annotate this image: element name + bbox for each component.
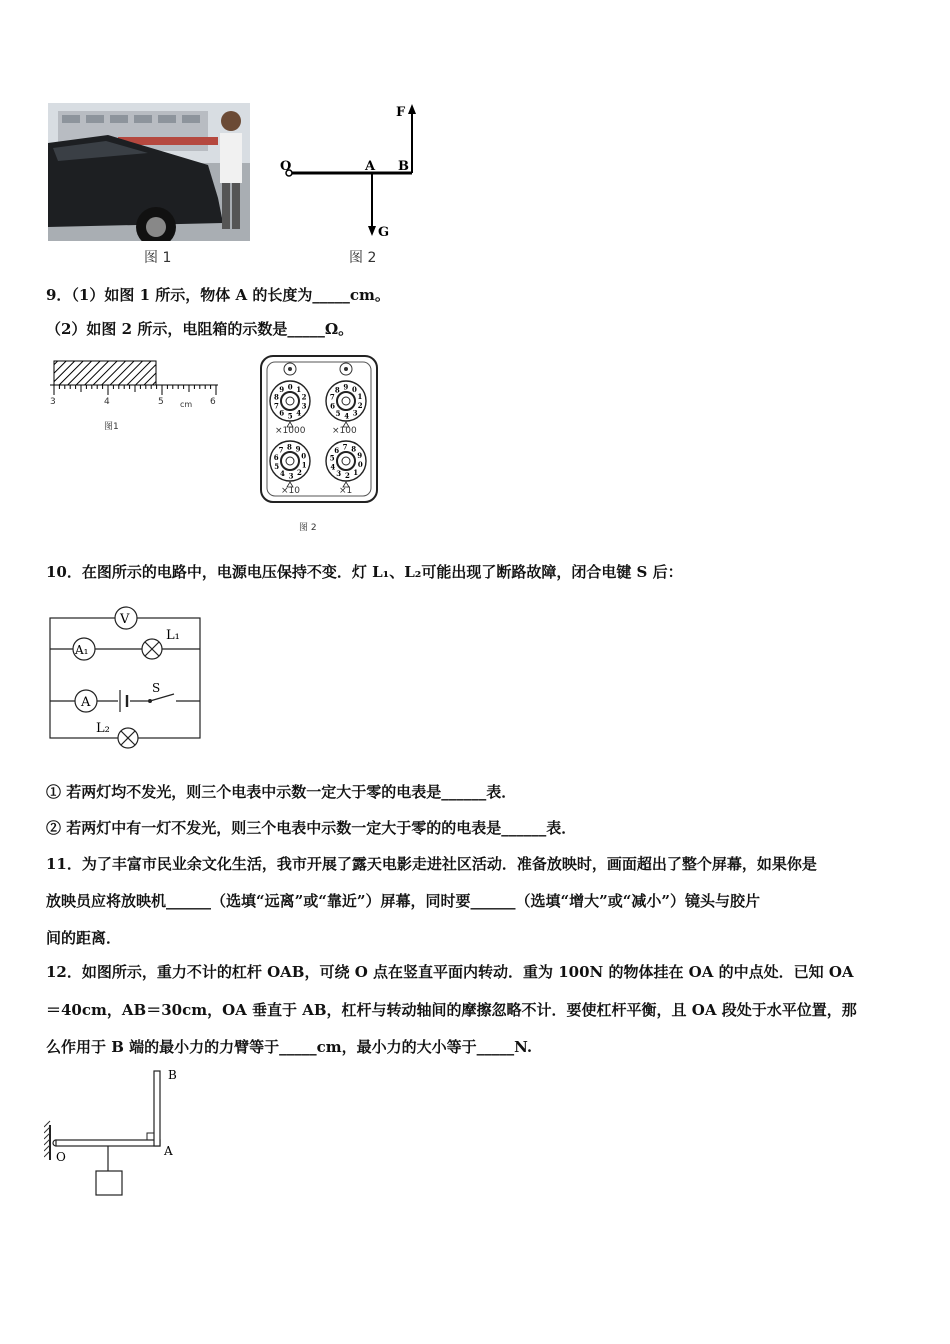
q10-sub1: ① 若两灯均不发光，则三个电表中示数一定大于零的电表是______表．	[46, 783, 517, 801]
lever-label-a: A	[365, 159, 376, 174]
q9-line2: （2）如图 2 所示，电阻箱的示数是_____Ω。	[46, 320, 354, 338]
knob-digit: 5	[287, 411, 293, 421]
knob-label-1: ×1	[339, 486, 353, 496]
q10-sub2: ② 若两灯中有一灯不发光，则三个电表中示数一定大于零的的电表是______表．	[46, 819, 577, 837]
knob-digit: 0	[301, 451, 307, 461]
knob-digit: 0	[287, 382, 293, 392]
lever2-label-o: O	[56, 1150, 66, 1164]
meter-a1-label: A₁	[75, 643, 89, 657]
meter-v-label: V	[120, 612, 130, 627]
circuit-diagram	[44, 602, 209, 752]
knob-digit: 3	[301, 401, 307, 411]
knob-digit: 1	[353, 467, 359, 477]
knob-center	[337, 452, 355, 470]
ruler-tick-3: 3	[50, 397, 56, 407]
ruler-caption: 图1	[104, 422, 119, 432]
knob-digit: 5	[329, 453, 335, 463]
lever-label-o: O	[280, 159, 292, 174]
knob-label-1000: ×1000	[275, 426, 306, 436]
knob-center	[281, 392, 299, 410]
fig2-caption: 图 2	[349, 250, 377, 266]
lamp-l1-label: L₁	[166, 628, 180, 643]
knob-digit: 9	[295, 444, 301, 454]
knob-digit: 7	[278, 445, 284, 455]
q11-line2: 放映员应将放映机______（选填“远离”或“靠近”）屏幕，同时要______（选填“增大”或“减小”）镜头与胶片	[46, 892, 761, 910]
knob-digit: 8	[351, 444, 357, 454]
knob-center	[337, 392, 355, 410]
lamp-l2-label: L₂	[96, 721, 110, 736]
knob-digit: 6	[273, 453, 279, 463]
resistance-box	[258, 353, 380, 505]
q11-line1: 11．为了丰富市民业余文化生活，我市开展了露天电影走进社区活动．准备放映时，画面超出了整个屏幕，如果你是	[46, 855, 817, 873]
ruler-figure	[46, 355, 226, 435]
knob-digit: 2	[297, 468, 302, 477]
knob-digit: 9	[357, 451, 363, 461]
knob-digit: 3	[352, 408, 358, 418]
ruler-tick-4: 4	[104, 397, 110, 407]
lever2-label-b: B	[168, 1068, 177, 1082]
meter-a-label: A	[81, 695, 91, 710]
knob-digit: 8	[334, 385, 340, 395]
knob-digit: 4	[296, 408, 302, 418]
knob-digit: 3	[336, 469, 342, 479]
knob-digit: 4	[280, 469, 285, 478]
lever-label-f: F	[396, 105, 406, 120]
q12-line3: 么作用于 B 端的最小力的力臂等于_____cm，最小力的大小等于_____N.	[46, 1038, 533, 1056]
knob-digit: 6	[279, 408, 285, 418]
ruler-tick-5: 5	[158, 397, 164, 407]
knob-digit: 7	[329, 392, 335, 402]
lever2-label-a: A	[164, 1144, 173, 1158]
knob-digit: 6	[334, 445, 340, 455]
lever-label-b: B	[398, 159, 409, 174]
knob-digit: 2	[301, 392, 307, 402]
knob-digit: 4	[330, 462, 336, 472]
knob-digit: 4	[344, 411, 350, 421]
knob-digit: 8	[274, 392, 279, 402]
q12-line1: 12．如图所示，重力不计的杠杆 OAB，可绕 O 点在竖直平面内转动．重为 100N 的物体挂在 OA 的中点处．已知 OA	[46, 963, 854, 981]
knob-digit: 1	[296, 385, 302, 395]
lever-label-g: G	[378, 225, 390, 240]
knob-digit: 1	[357, 391, 363, 401]
switch-s-label: S	[152, 681, 161, 695]
knob-digit: 6	[330, 401, 335, 411]
lever-force-diagram	[276, 100, 426, 250]
box-caption: 图 2	[299, 523, 317, 533]
car-photo	[48, 103, 250, 241]
knob-digit: 3	[288, 471, 294, 481]
fig1-caption: 图 1	[144, 250, 172, 266]
ruler-unit: cm	[180, 400, 193, 409]
knob-digit: 8	[287, 442, 292, 452]
q10-stem: 10．在图所示的电路中，电源电压保持不变．灯 L₁、L₂可能出现了断路故障，闭合电键 S 后：	[46, 563, 683, 581]
knob-digit: 9	[343, 382, 349, 392]
knob-digit: 5	[274, 462, 280, 472]
knob-digit: 2	[345, 471, 350, 481]
q11-line3: 间的距离．	[46, 929, 122, 947]
knob-digit: 0	[357, 460, 363, 470]
knob-digit: 7	[274, 401, 279, 411]
knob-digit: 9	[279, 385, 285, 395]
ruler-tick-6: 6	[210, 397, 216, 407]
knob-label-10: ×10	[281, 486, 300, 496]
knob-digit: 7	[342, 442, 348, 452]
knob-digit: 1	[301, 460, 307, 470]
knob-digit: 0	[352, 384, 357, 394]
q9-line1: 9．（1）如图 1 所示，物体 A 的长度为_____cm。	[46, 286, 390, 304]
knob-digit: 5	[335, 408, 341, 418]
q12-line2: ＝40cm，AB＝30cm，OA 垂直于 AB，杠杆与转动轴间的摩擦忽略不计．要使杠杆平衡，且 OA 段处于水平位置，那	[46, 1001, 857, 1019]
lever-oab-diagram	[44, 1065, 184, 1200]
knob-digit: 2	[357, 400, 363, 410]
knob-label-100: ×100	[332, 426, 357, 436]
